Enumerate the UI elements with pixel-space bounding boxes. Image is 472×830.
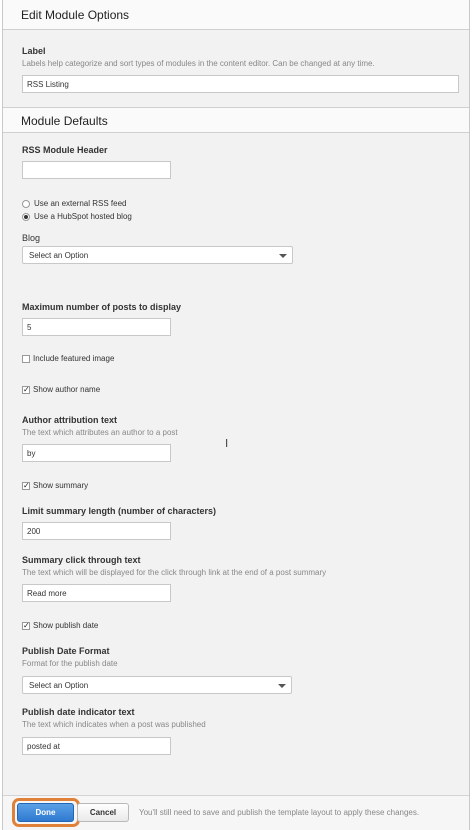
radio-hubspot-blog[interactable] [22, 212, 132, 221]
radio-icon[interactable] [22, 200, 30, 208]
blog-label: Blog [22, 233, 41, 243]
check-icon[interactable]: ✓ [23, 620, 30, 630]
edit-module-dialog [2, 0, 470, 830]
summary-length-input[interactable]: 200 [22, 522, 171, 540]
date-indicator-label: Publish date indicator text [22, 707, 135, 717]
check-icon[interactable]: ✓ [23, 480, 30, 490]
date-format-select[interactable] [22, 676, 292, 694]
featured-image-checkbox[interactable] [22, 355, 30, 363]
featured-image-option[interactable] [22, 354, 114, 363]
publish-date-option[interactable] [22, 621, 98, 630]
author-attribution-input[interactable]: by [22, 444, 171, 462]
author-name-option[interactable] [22, 385, 100, 394]
blog-select[interactable] [22, 246, 293, 264]
module-defaults-header [3, 107, 469, 133]
show-summary-option[interactable] [22, 481, 88, 490]
author-attribution-help: The text which attributes an author to a post [22, 428, 178, 437]
max-posts-label: Maximum number of posts to display [22, 302, 182, 312]
click-through-help: The text which will be displayed for the click through link at the end of a post summary [22, 568, 327, 577]
label-field-help: Labels help categorize and sort types of modules in the content editor. Can be changed at any time. [22, 59, 375, 68]
click-through-input[interactable]: Read more [22, 584, 171, 602]
dialog-title: Edit Module Options [21, 8, 130, 22]
done-button[interactable]: Done [17, 803, 74, 822]
publish-date-label: Show publish date [33, 621, 99, 630]
text-cursor-icon: I [225, 437, 229, 450]
date-indicator-help: The text which indicates when a post was published [22, 720, 206, 729]
click-through-label: Summary click through text [22, 555, 141, 565]
summary-length-label: Limit summary length (number of characters) [22, 506, 217, 516]
show-summary-label: Show summary [33, 481, 89, 490]
rss-header-input[interactable] [22, 161, 171, 179]
date-indicator-input[interactable]: posted at [22, 737, 171, 755]
chevron-down-icon [279, 254, 287, 258]
featured-image-label: Include featured image [33, 354, 115, 363]
label-input[interactable]: RSS Listing [22, 75, 459, 93]
blog-select-value: Select an Option [29, 250, 89, 260]
dialog-header [3, 0, 469, 30]
chevron-down-icon [278, 684, 286, 688]
check-icon[interactable]: ✓ [23, 384, 30, 394]
radio-external-feed-label: Use an external RSS feed [34, 199, 127, 208]
radio-external-feed[interactable] [22, 199, 127, 208]
module-defaults-title: Module Defaults [21, 114, 108, 128]
radio-hubspot-blog-label: Use a HubSpot hosted blog [34, 212, 132, 221]
author-name-label: Show author name [33, 385, 101, 394]
dialog-footer [3, 795, 469, 830]
max-posts-input[interactable]: 5 [22, 318, 171, 336]
cancel-button[interactable]: Cancel [77, 803, 129, 822]
rss-header-label: RSS Module Header [22, 145, 108, 155]
footer-note: You'll still need to save and publish the template layout to apply these changes. [139, 808, 420, 817]
date-format-help: Format for the publish date [22, 659, 118, 668]
label-field-label: Label [22, 46, 46, 56]
radio-selected-icon[interactable] [22, 213, 30, 221]
date-format-select-value: Select an Option [29, 680, 89, 690]
date-format-label: Publish Date Format [22, 646, 110, 656]
author-attribution-label: Author attribution text [22, 415, 117, 425]
